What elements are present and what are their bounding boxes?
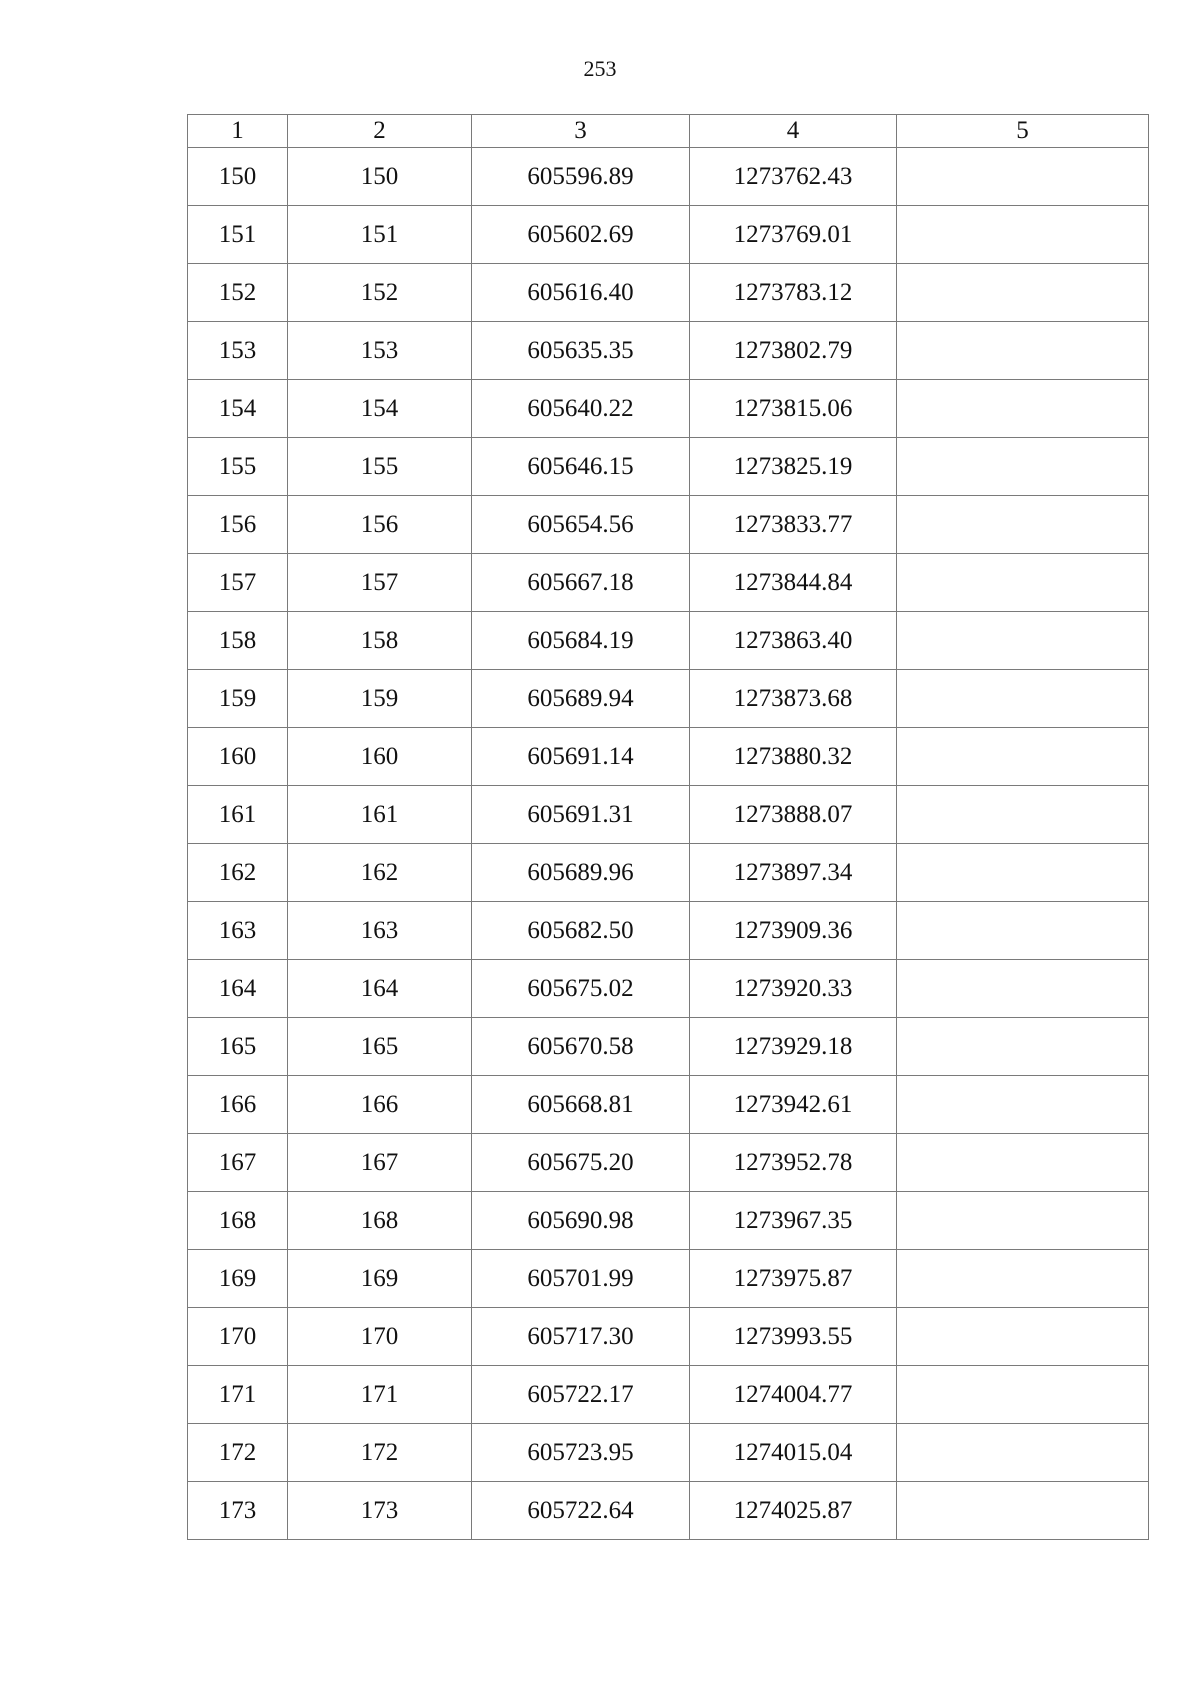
table-cell: 152 [288, 264, 472, 322]
table-row [188, 960, 1149, 1018]
table-cell [897, 1250, 1149, 1308]
table-cell: 162 [288, 844, 472, 902]
table-cell: 157 [288, 554, 472, 612]
table-cell: 165 [288, 1018, 472, 1076]
table-cell [897, 728, 1149, 786]
table-cell: 605640.22 [472, 380, 690, 438]
table-cell: 1273844.84 [690, 554, 897, 612]
table-cell [897, 1424, 1149, 1482]
table-row [188, 264, 1149, 322]
table-row [188, 844, 1149, 902]
table-cell: 1273783.12 [690, 264, 897, 322]
table-cell: 1273909.36 [690, 902, 897, 960]
table-cell [897, 438, 1149, 496]
table-cell: 605602.69 [472, 206, 690, 264]
table-cell: 605670.58 [472, 1018, 690, 1076]
table-cell: 157 [188, 554, 288, 612]
table-cell: 155 [288, 438, 472, 496]
table-row [188, 496, 1149, 554]
column-header: 2 [288, 115, 472, 148]
table-cell: 170 [288, 1308, 472, 1366]
column-header: 5 [897, 115, 1149, 148]
table-cell: 1273929.18 [690, 1018, 897, 1076]
table-cell [897, 148, 1149, 206]
table-cell: 153 [288, 322, 472, 380]
table-cell: 161 [188, 786, 288, 844]
table-cell: 605689.96 [472, 844, 690, 902]
table-cell: 166 [188, 1076, 288, 1134]
table-cell: 605596.89 [472, 148, 690, 206]
table-cell: 605646.15 [472, 438, 690, 496]
table-cell: 166 [288, 1076, 472, 1134]
table-cell: 152 [188, 264, 288, 322]
table-cell: 162 [188, 844, 288, 902]
table-cell: 159 [188, 670, 288, 728]
table-cell: 1273863.40 [690, 612, 897, 670]
table-cell: 1273993.55 [690, 1308, 897, 1366]
table-cell: 150 [188, 148, 288, 206]
table-cell: 173 [288, 1482, 472, 1540]
table-cell: 167 [188, 1134, 288, 1192]
table-cell [897, 264, 1149, 322]
table-cell: 605635.35 [472, 322, 690, 380]
table-row [188, 380, 1149, 438]
table-cell: 1273873.68 [690, 670, 897, 728]
table-row [188, 1250, 1149, 1308]
table-cell: 153 [188, 322, 288, 380]
table-cell: 1274025.87 [690, 1482, 897, 1540]
table-header-row [188, 115, 1149, 148]
table-cell: 160 [188, 728, 288, 786]
table-cell: 605722.17 [472, 1366, 690, 1424]
column-header: 4 [690, 115, 897, 148]
column-header: 1 [188, 115, 288, 148]
table-cell [897, 786, 1149, 844]
table-cell: 605654.56 [472, 496, 690, 554]
table-cell: 159 [288, 670, 472, 728]
table-row [188, 438, 1149, 496]
table-cell [897, 1018, 1149, 1076]
table-cell: 605668.81 [472, 1076, 690, 1134]
table-row [188, 670, 1149, 728]
table-cell: 164 [188, 960, 288, 1018]
table-row [188, 1134, 1149, 1192]
table-cell [897, 1482, 1149, 1540]
table-cell: 160 [288, 728, 472, 786]
table-cell: 1273888.07 [690, 786, 897, 844]
table-cell: 605682.50 [472, 902, 690, 960]
table-cell: 1274015.04 [690, 1424, 897, 1482]
table-cell: 1273942.61 [690, 1076, 897, 1134]
table-row [188, 1308, 1149, 1366]
table-cell [897, 960, 1149, 1018]
table-cell: 169 [188, 1250, 288, 1308]
table-cell: 172 [288, 1424, 472, 1482]
table-cell: 155 [188, 438, 288, 496]
table-cell: 605701.99 [472, 1250, 690, 1308]
table-cell: 605717.30 [472, 1308, 690, 1366]
table-row [188, 1424, 1149, 1482]
table-cell: 1273975.87 [690, 1250, 897, 1308]
table-cell: 605684.19 [472, 612, 690, 670]
table-cell [897, 1134, 1149, 1192]
table-cell: 1273880.32 [690, 728, 897, 786]
table-cell: 165 [188, 1018, 288, 1076]
table-cell: 163 [288, 902, 472, 960]
table-row [188, 554, 1149, 612]
table-cell: 158 [288, 612, 472, 670]
table-row [188, 612, 1149, 670]
table-cell: 154 [288, 380, 472, 438]
table-row [188, 206, 1149, 264]
table-row [188, 786, 1149, 844]
table-row [188, 148, 1149, 206]
table-cell: 1273825.19 [690, 438, 897, 496]
table-body [188, 148, 1149, 1540]
table-cell: 605616.40 [472, 264, 690, 322]
table-cell [897, 1308, 1149, 1366]
table-cell: 1273920.33 [690, 960, 897, 1018]
table-cell: 1273897.34 [690, 844, 897, 902]
table-cell [897, 206, 1149, 264]
table-row [188, 1076, 1149, 1134]
table-cell: 605690.98 [472, 1192, 690, 1250]
table-cell: 150 [288, 148, 472, 206]
table-cell: 170 [188, 1308, 288, 1366]
table-cell: 1273802.79 [690, 322, 897, 380]
table-cell: 168 [288, 1192, 472, 1250]
table-cell: 161 [288, 786, 472, 844]
coordinates-table [187, 114, 1149, 1540]
table-cell: 1273967.35 [690, 1192, 897, 1250]
table-cell: 151 [188, 206, 288, 264]
table-cell: 154 [188, 380, 288, 438]
table-cell [897, 554, 1149, 612]
table-row [188, 1482, 1149, 1540]
table-cell [897, 1366, 1149, 1424]
table-cell: 1273833.77 [690, 496, 897, 554]
table-cell: 172 [188, 1424, 288, 1482]
table-cell: 1273762.43 [690, 148, 897, 206]
table-cell: 605723.95 [472, 1424, 690, 1482]
table-cell [897, 902, 1149, 960]
table-row [188, 902, 1149, 960]
table-cell [897, 670, 1149, 728]
table-row [188, 322, 1149, 380]
table-cell [897, 612, 1149, 670]
table-cell: 605691.14 [472, 728, 690, 786]
table-cell: 605689.94 [472, 670, 690, 728]
table-cell: 156 [288, 496, 472, 554]
table-cell [897, 380, 1149, 438]
table-cell [897, 1192, 1149, 1250]
table-cell: 171 [288, 1366, 472, 1424]
table-cell: 163 [188, 902, 288, 960]
table-row [188, 1366, 1149, 1424]
table-cell: 605691.31 [472, 786, 690, 844]
table-cell: 605722.64 [472, 1482, 690, 1540]
table-cell: 1273815.06 [690, 380, 897, 438]
table-row [188, 1018, 1149, 1076]
table-cell: 158 [188, 612, 288, 670]
table-cell: 167 [288, 1134, 472, 1192]
table-cell: 1273769.01 [690, 206, 897, 264]
table-cell: 168 [188, 1192, 288, 1250]
column-header: 3 [472, 115, 690, 148]
page-number: 253 [583, 56, 617, 81]
table-cell: 605675.20 [472, 1134, 690, 1192]
table-cell: 151 [288, 206, 472, 264]
table-cell: 171 [188, 1366, 288, 1424]
table-cell [897, 496, 1149, 554]
table-cell: 173 [188, 1482, 288, 1540]
table-row [188, 1192, 1149, 1250]
table-cell [897, 844, 1149, 902]
table-cell: 156 [188, 496, 288, 554]
table-cell: 605667.18 [472, 554, 690, 612]
table-cell: 1274004.77 [690, 1366, 897, 1424]
table-cell [897, 322, 1149, 380]
table-cell [897, 1076, 1149, 1134]
table-row [188, 728, 1149, 786]
table-cell: 169 [288, 1250, 472, 1308]
table-cell: 164 [288, 960, 472, 1018]
table-cell: 605675.02 [472, 960, 690, 1018]
table-cell: 1273952.78 [690, 1134, 897, 1192]
